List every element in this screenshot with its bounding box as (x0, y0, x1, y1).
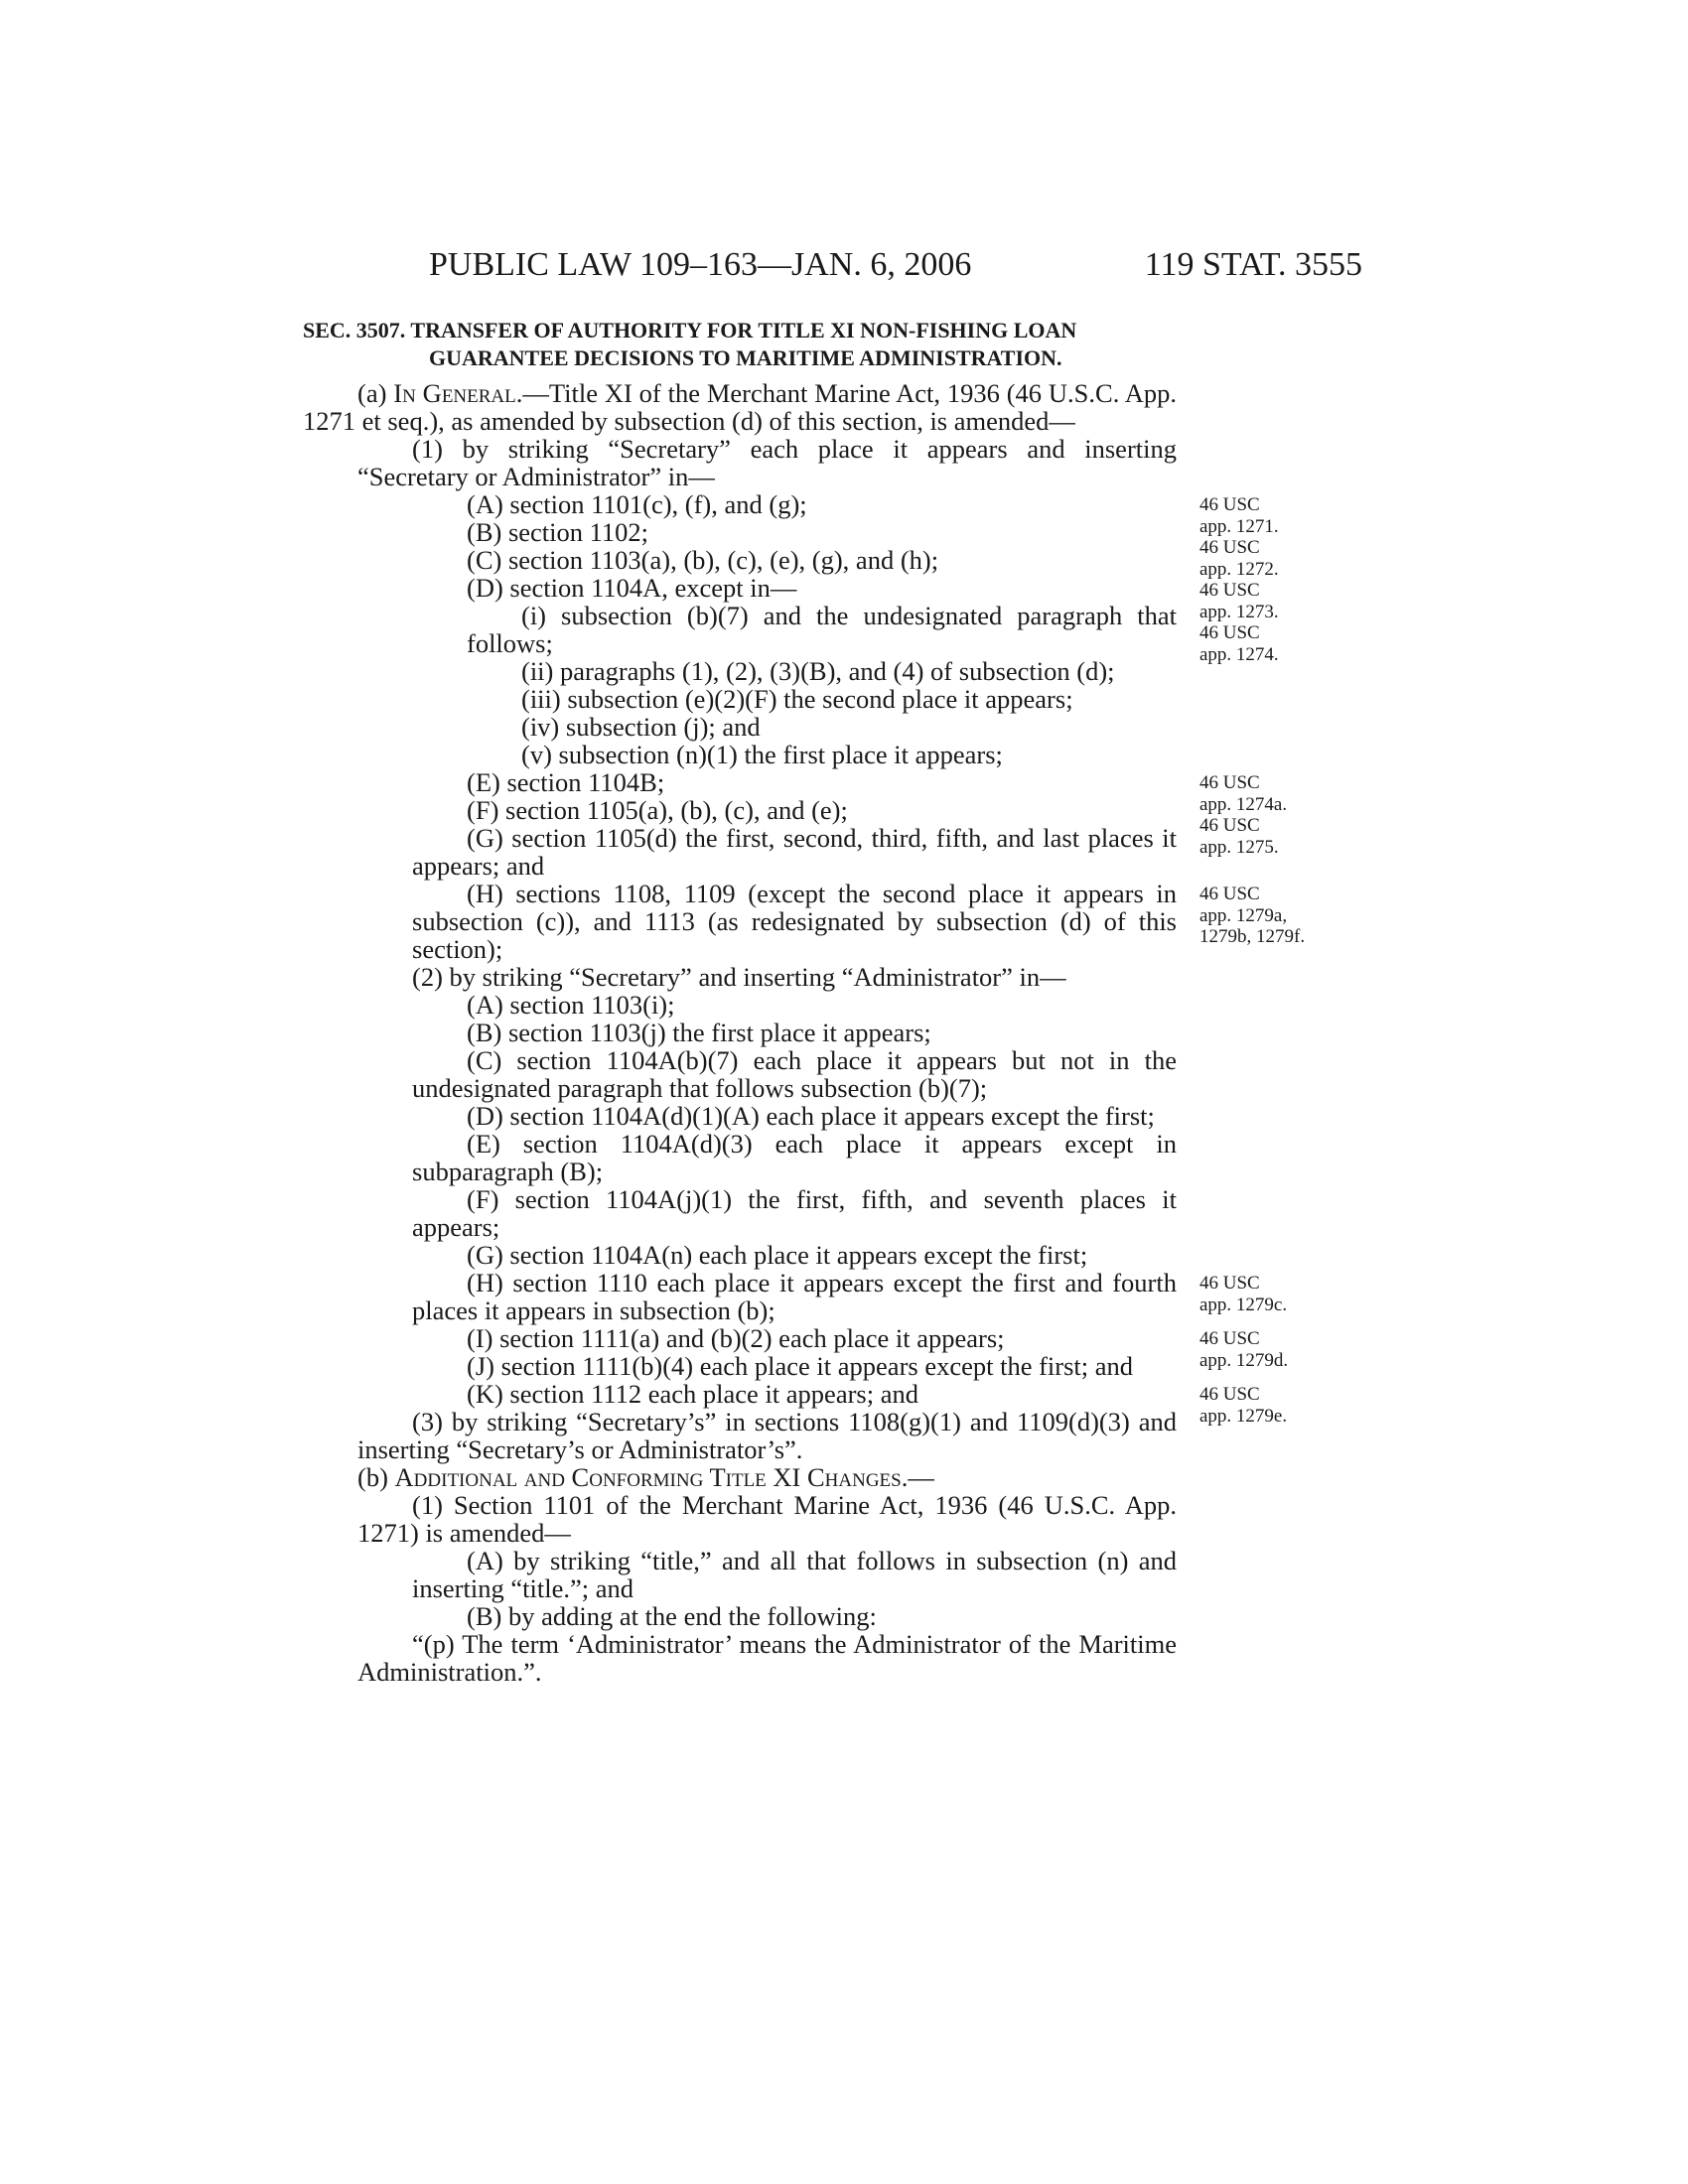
citation-line: 1279b, 1279f. (1199, 926, 1306, 947)
paragraph-text: (F) section 1105(a), (b), (c), and (e); (467, 795, 848, 825)
paragraph-text: (A) by striking “title,” and all that follows in subsection (n) and inserting “title.”; and (412, 1546, 1177, 1603)
body-paragraph (303, 1324, 1177, 1352)
paragraph-text: (K) section 1112 each place it appears; and (467, 1379, 918, 1409)
margin-citation (1199, 1273, 1287, 1315)
margin-citation (1199, 1384, 1287, 1427)
margin-citation (1199, 772, 1287, 858)
body-paragraph (303, 435, 1177, 490)
paragraph-text: (i) subsection (b)(7) and the undesignated paragraph that follows; (467, 601, 1177, 658)
body-paragraph (303, 741, 1177, 768)
citation-line: 46 USC (1199, 815, 1260, 836)
body-paragraph (303, 657, 1177, 685)
body-paragraph (303, 379, 1177, 435)
body-paragraph (303, 574, 1177, 602)
paragraph-text: (ii) paragraphs (1), (2), (3)(B), and (4) of subsection (d); (521, 656, 1115, 686)
paragraph-text: (v) subsection (n)(1) the first place it appears; (521, 740, 1003, 769)
body-paragraph (303, 1241, 1177, 1269)
paragraph-text: (B) by adding at the end the following: (467, 1601, 877, 1631)
citation-line: app. 1279e. (1199, 1405, 1288, 1427)
citation-line: app. 1275. (1199, 836, 1279, 858)
body-paragraph (303, 880, 1177, 963)
paragraph-text: (1) Section 1101 of the Merchant Marine Act, 1936 (46 U.S.C. App. 1271) is amended— (357, 1490, 1177, 1548)
citation-line: 46 USC (1199, 494, 1260, 515)
paragraph-text: (A) section 1101(c), (f), and (g); (467, 489, 807, 519)
body-paragraph (303, 1185, 1177, 1241)
body-paragraph (303, 768, 1177, 796)
paragraph-text: (1) by striking “Secretary” each place it appears and inserting “Secretary or Administrator” in— (357, 434, 1177, 491)
body-paragraph (303, 1408, 1177, 1463)
citation-line: 46 USC (1199, 1328, 1260, 1349)
citation-line: app. 1274a. (1199, 793, 1288, 815)
paragraph-text: (B) section 1102; (467, 517, 649, 547)
paragraph-text: (D) section 1104A, except in— (467, 573, 797, 603)
citation-line: 46 USC (1199, 537, 1260, 558)
citation-line: 46 USC (1199, 580, 1260, 601)
paragraph-text: (E) section 1104B; (467, 767, 665, 797)
subsection-label: (a) (357, 378, 394, 408)
body-paragraph (303, 546, 1177, 574)
body-paragraph (303, 1269, 1177, 1324)
paragraph-text: .— (901, 1462, 934, 1492)
paragraph-text: (2) by striking “Secretary” and inserting “Administrator” in— (412, 962, 1066, 992)
body-paragraph (303, 713, 1177, 741)
citation-line: app. 1279c. (1199, 1294, 1288, 1315)
running-header-left: PUBLIC LAW 109–163—JAN. 6, 2006 (429, 246, 972, 283)
body-paragraph (303, 685, 1177, 713)
subsection-label: (b) (357, 1462, 395, 1492)
body-paragraph (303, 1046, 1177, 1102)
paragraph-text: “(p) The term ‘Administrator’ means the Administrator of the Maritime Administration.”. (357, 1629, 1177, 1687)
paragraph-text: (E) section 1104A(d)(3) each place it appears except in subparagraph (B); (412, 1129, 1177, 1186)
body-paragraph (303, 490, 1177, 518)
body-paragraph (303, 1380, 1177, 1408)
paragraph-text: (J) section 1111(b)(4) each place it appears except the first; and (467, 1351, 1134, 1381)
citation-line: app. 1271. (1199, 515, 1279, 537)
paragraph-text: .—Title XI of the Merchant Marine Act, 1936 (46 U.S.C. App. 1271 et seq.), as amended by subsection (d) of this section, is amended— (303, 378, 1177, 436)
citation-line: 46 USC (1199, 884, 1260, 904)
paragraph-text: (G) section 1105(d) the first, second, third, fifth, and last places it appears; and (412, 823, 1177, 881)
paragraph-text: (I) section 1111(a) and (b)(2) each place it appears; (467, 1323, 1005, 1353)
body-paragraph (303, 1630, 1177, 1686)
paragraph-text: (C) section 1103(a), (b), (c), (e), (g), and (h); (467, 545, 939, 575)
running-header-right: 119 STAT. 3555 (1144, 246, 1362, 283)
body-paragraph (303, 796, 1177, 824)
citation-line: app. 1273. (1199, 601, 1279, 622)
section-body (303, 379, 1177, 1686)
body-paragraph (303, 1019, 1177, 1046)
citation-line: 46 USC (1199, 772, 1260, 793)
body-paragraph (303, 1102, 1177, 1130)
section-title-line-1: SEC. 3507. TRANSFER OF AUTHORITY FOR TITLE XI NON-FISHING LOAN (303, 318, 1077, 342)
paragraph-text: (G) section 1104A(n) each place it appears except the first; (467, 1240, 1088, 1270)
paragraph-text: (H) sections 1108, 1109 (except the second place it appears in subsection (c)), and 1113 (as redesignated by subsection (d) of this section); (412, 879, 1177, 964)
body-paragraph (303, 1130, 1177, 1185)
paragraph-text: (D) section 1104A(d)(1)(A) each place it appears except the first; (467, 1101, 1155, 1131)
subsection-heading: In General (393, 378, 516, 408)
body-paragraph (303, 1491, 1177, 1547)
body-paragraph (303, 1352, 1177, 1380)
citation-line: 46 USC (1199, 1384, 1260, 1405)
subsection-heading: Additional and Conforming Title XI Changes (394, 1462, 902, 1492)
margin-citation (1199, 494, 1279, 665)
citation-line: 46 USC (1199, 622, 1260, 643)
paragraph-text: (C) section 1104A(b)(7) each place it appears but not in the undesignated paragraph that follows subsection (b)(7); (412, 1045, 1177, 1103)
body-paragraph (303, 963, 1177, 991)
paragraph-text: (A) section 1103(i); (467, 990, 675, 1020)
body-paragraph (303, 518, 1177, 546)
paragraph-text: (B) section 1103(j) the first place it appears; (467, 1018, 931, 1047)
citation-line: app. 1272. (1199, 558, 1279, 580)
body-paragraph (303, 1463, 1177, 1491)
body-paragraph (303, 824, 1177, 880)
body-paragraph (303, 1602, 1177, 1630)
body-paragraph (303, 991, 1177, 1019)
paragraph-text: (iv) subsection (j); and (521, 712, 761, 742)
section-title-line-2: GUARANTEE DECISIONS TO MARITIME ADMINISTRATION. (429, 345, 1062, 370)
citation-line: app. 1279a, (1199, 904, 1288, 926)
citation-line: 46 USC (1199, 1273, 1260, 1294)
paragraph-text: (3) by striking “Secretary’s” in sections 1108(g)(1) and 1109(d)(3) and inserting “Secretary’s or Administrator’s”. (357, 1407, 1177, 1464)
citation-line: app. 1279d. (1199, 1349, 1289, 1371)
paragraph-text: (H) section 1110 each place it appears except the first and fourth places it appears in subsection (b); (412, 1268, 1177, 1325)
body-paragraph (303, 602, 1177, 657)
margin-citation (1199, 1328, 1288, 1371)
paragraph-text: (iii) subsection (e)(2)(F) the second place it appears; (521, 684, 1073, 714)
paragraph-text: (F) section 1104A(j)(1) the first, fifth, and seventh places it appears; (412, 1184, 1177, 1242)
margin-citation (1199, 884, 1305, 948)
citation-line: app. 1274. (1199, 643, 1279, 665)
body-paragraph (303, 1547, 1177, 1602)
